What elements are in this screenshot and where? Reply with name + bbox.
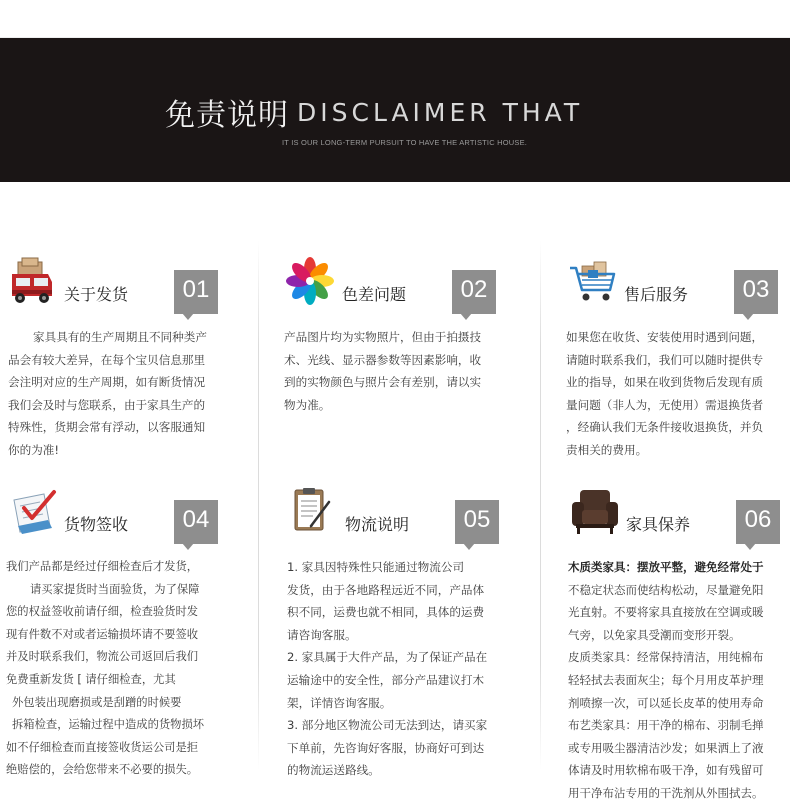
text-line: 发货，由于各地路程远近不同，产品体 bbox=[287, 582, 485, 597]
panel-header bbox=[287, 478, 532, 538]
text-line: 用干净布沾专用的干洗剂从外围拭去。 bbox=[568, 785, 764, 800]
text-line: 您的权益签收前请仔细，检查验货时发 bbox=[6, 605, 199, 619]
banner-subtitle: IT IS OUR LONG-TERM PURSUIT TO HAVE THE ARTISTIC HOUSE. bbox=[282, 138, 528, 147]
panel-title: 色差问题 bbox=[342, 285, 407, 304]
text-line: 2. 家具属于大件产品，为了保证产品在 bbox=[287, 650, 488, 665]
text-line: 或专用吸尘器清洁沙发；如果洒上了液 bbox=[568, 740, 764, 755]
panel-text bbox=[568, 556, 788, 803]
banner-title-en: DISCLAIMER THAT bbox=[297, 97, 584, 127]
text-line: 外包装出现磨损或是刮蹭的时候要 bbox=[12, 695, 182, 709]
panel-title: 物流说明 bbox=[345, 515, 410, 534]
text-line: 轻轻拭去表面灰尘；每个月用皮革护理 bbox=[568, 672, 764, 687]
text-line: 家具具有的生产周期且不同种类产 bbox=[33, 330, 207, 344]
top-strip bbox=[0, 0, 790, 38]
text-line bbox=[568, 556, 788, 579]
text-line: 光直射。不要将家具直接放在空调或暖 bbox=[568, 605, 764, 620]
shopping-cart-icon bbox=[568, 256, 620, 306]
column-divider bbox=[540, 240, 541, 770]
column-divider bbox=[258, 240, 259, 770]
text-line: 量问题（非人为，无使用）需退换货者 bbox=[566, 397, 764, 412]
banner-title-cn: 免责说明 bbox=[165, 98, 289, 133]
disclaimer-banner bbox=[0, 38, 790, 182]
delivery-truck-icon bbox=[8, 256, 60, 306]
text-line: 责相关的费用。 bbox=[566, 442, 648, 457]
panel-text bbox=[6, 556, 246, 782]
text-line: 请咨询客服。 bbox=[287, 627, 357, 642]
panel-number-badge: 05 bbox=[455, 500, 499, 544]
panel-header bbox=[568, 478, 790, 538]
text-line: 木质类家具：摆放平整，避免经常处于 bbox=[568, 560, 764, 574]
text-line: 运输途中的安全性，部分产品建议打木 bbox=[287, 672, 485, 687]
panel-title: 货物签收 bbox=[64, 515, 129, 534]
text-line: 到的实物颜色与照片会有差别，请以实 bbox=[284, 375, 482, 390]
text-line: 我们会及时与您联系，由于家具生产的 bbox=[8, 397, 206, 412]
text-line: 品会有较大差异，在每个宝贝信息那里 bbox=[8, 352, 206, 367]
text-line: 气旁，以免家具受潮而变形开裂。 bbox=[568, 627, 741, 642]
text-line: 业的指导，如果在收到货物后发现有质 bbox=[566, 375, 764, 390]
text-line: 产品图片均为实物照片，但由于拍摄技 bbox=[284, 330, 482, 344]
text-line: ，经确认我们无条件接收退换货，并负 bbox=[566, 420, 764, 435]
text-line: 架，详情咨询客服。 bbox=[287, 695, 392, 710]
text-line: 你的为准! bbox=[8, 442, 60, 457]
text-line: 体请及时用软棉布吸干净，如有残留可 bbox=[568, 763, 764, 778]
text-line: 布艺类家具：用干净的棉布、羽制毛掸 bbox=[568, 718, 764, 733]
panel-number-badge: 03 bbox=[734, 270, 778, 314]
panel-title: 关于发货 bbox=[64, 285, 129, 304]
panel-header bbox=[6, 248, 251, 308]
text-line: 术、光线、显示器参数等因素影响，收 bbox=[284, 352, 482, 367]
text-line: 绝赔偿的，会给您带来不必要的损失。 bbox=[6, 763, 199, 777]
text-line: 免费重新发货 [ 请仔细检查，尤其 bbox=[6, 672, 176, 686]
banner-title bbox=[165, 90, 583, 134]
text-line: 特殊性，货期会常有浮动，以客服通知 bbox=[8, 420, 206, 435]
panel-number-badge: 01 bbox=[174, 270, 218, 314]
panel-text bbox=[566, 326, 786, 462]
panel-header bbox=[566, 248, 790, 308]
clipboard-icon bbox=[289, 486, 341, 536]
text-line: 物为准。 bbox=[284, 397, 331, 412]
checklist-icon bbox=[8, 486, 60, 536]
text-line: 3. 部分地区物流公司无法到达，请买家 bbox=[287, 718, 488, 733]
text-line bbox=[568, 714, 788, 737]
text-line: 皮质类家具：经常保持清洁，用纯棉布 bbox=[568, 650, 764, 665]
panel-header bbox=[6, 478, 251, 538]
color-wheel-icon bbox=[286, 256, 338, 306]
panel-text bbox=[284, 326, 504, 416]
text-line bbox=[568, 646, 788, 669]
armchair-icon bbox=[570, 486, 622, 536]
text-line: 请买家提货时当面验货，为了保障 bbox=[30, 582, 200, 596]
panel-number-badge: 06 bbox=[736, 500, 780, 544]
text-line: 积不同，运费也就不相同，具体的运费 bbox=[287, 605, 485, 620]
text-line: 下单前，先咨询好客服，协商好可到达 bbox=[287, 740, 485, 755]
text-line: 拆箱检查，运输过程中造成的货物损坏 bbox=[12, 718, 205, 732]
text-line: 现有件数不对或者运输损坏请不要签收 bbox=[6, 627, 199, 641]
panel-header bbox=[284, 248, 529, 308]
text-line: 并及时联系我们，物流公司返回后我们 bbox=[6, 650, 199, 664]
panel-title: 家具保养 bbox=[626, 515, 691, 534]
panel-number-badge: 04 bbox=[174, 500, 218, 544]
text-line: 1. 家具因特殊性只能通过物流公司 bbox=[287, 560, 465, 574]
text-line: 如果您在收货、安装使用时遇到问题， bbox=[566, 330, 764, 344]
text-line: 剂喷擦一次，可以延长皮革的使用寿命 bbox=[568, 695, 764, 710]
text-line: 的物流运送路线。 bbox=[287, 763, 380, 778]
text-line: 会注明对应的生产周期，如有断货情况 bbox=[8, 375, 206, 390]
text-line: 不稳定状态而使结构松动，尽量避免阳 bbox=[568, 582, 764, 597]
text-line: 请随时联系我们，我们可以随时提供专 bbox=[566, 352, 764, 367]
panel-title: 售后服务 bbox=[624, 285, 689, 304]
panel-number-badge: 02 bbox=[452, 270, 496, 314]
panel-text bbox=[287, 556, 507, 782]
panel-text bbox=[8, 326, 249, 462]
text-line: 我们产品都是经过仔细检查后才发货， bbox=[6, 560, 199, 573]
text-line: 如不仔细检查而直接签收货运公司是拒 bbox=[6, 740, 199, 754]
